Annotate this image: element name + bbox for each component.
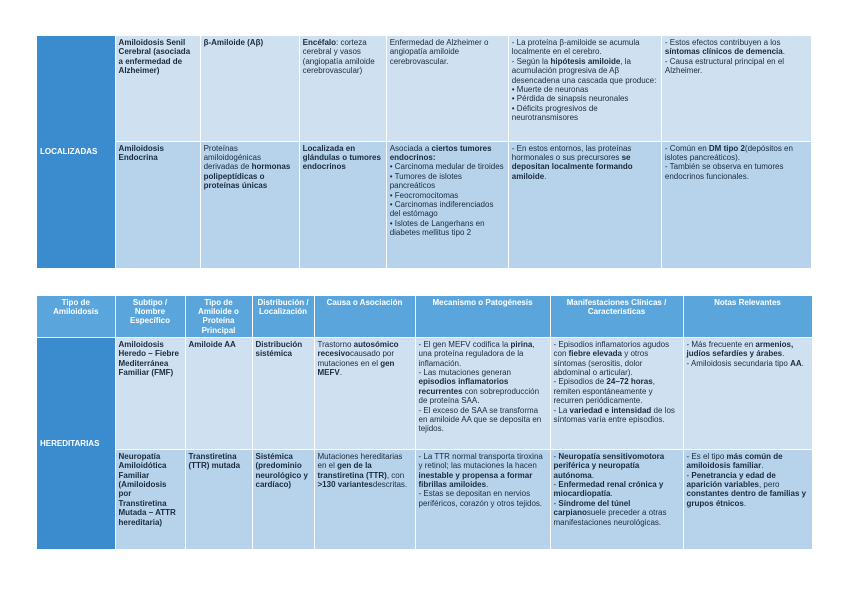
header-subtype: Subtipo / Nombre Específico xyxy=(115,296,185,337)
header-type: Tipo de Amiloidosis xyxy=(37,296,115,337)
mechanism-cell: - La TTR normal transporta tiroxina y retinol; las mutaciones la hacen inestable y propensa a formar fibrillas amiloides. - Estas se depositan en nervios periféricos, corazón y otros tejidos. xyxy=(415,449,550,549)
category-cell: HEREDITARIAS xyxy=(37,337,115,549)
distribution-cell: Encéfalo: corteza cerebral y vasos (angiopatía amiloide cerebrovascular) xyxy=(299,36,386,141)
distribution-cell: Sistémica (predominio neurológico y cardíaco) xyxy=(252,449,314,549)
table-row xyxy=(37,449,812,549)
category-cell: LOCALIZADAS xyxy=(37,36,115,268)
cause-cell: Trastorno autosómico recesivocausado por mutaciones en el gen MEFV. xyxy=(314,337,415,449)
amyloid-type-cell: Proteínas amiloidogénicas derivadas de hormonas polipeptídicas o proteínas únicas xyxy=(200,141,299,268)
list-item: • Feocromocitomas xyxy=(389,190,459,200)
table-row xyxy=(37,337,812,449)
subtype-cell: Amiloidosis Endocrina xyxy=(115,141,200,268)
list-item: • Tumores de islotes pancreáticos xyxy=(389,171,462,191)
header-cause: Causa o Asociación xyxy=(314,296,415,337)
localized-amyloidosis-table xyxy=(37,36,812,269)
list-item: • Carcinomas indiferenciados del estómago xyxy=(389,199,494,219)
subtype-cell: Neuropatía Amiloidótica Familiar (Amiloidosis por Transtiretina Mutada – ATTR hereditaria) xyxy=(115,449,185,549)
list-item: • Déficits progresivos de neurotransmisores xyxy=(511,103,598,123)
notes-cell: - Común en DM tipo 2(depósitos en islotes pancreáticos). - También se observa en tumores endocrinos funcionales. xyxy=(661,141,811,268)
distribution-cell: Localizada en glándulas o tumores endocrinos xyxy=(299,141,386,268)
mechanism-cell: - El gen MEFV codifica la pirina, una proteína reguladora de la inflamación. - Las mutaciones generan episodios inflamatorios recurrentes con sobreproducción de proteína SAA. - El exceso de SAA se transforma en amiloide AA que se deposita en tejidos. xyxy=(415,337,550,449)
amyloid-type-cell: Amiloide AA xyxy=(185,337,252,449)
amyloid-type-cell: β-Amiloide (Aβ) xyxy=(200,36,299,141)
list-item: • Muerte de neuronas xyxy=(511,85,589,95)
list-item: • Islotes de Langerhans en diabetes mellitus tipo 2 xyxy=(389,218,485,238)
list-item: • Pérdida de sinapsis neuronales xyxy=(511,94,629,104)
manifestations-cell: - Episodios inflamatorios agudos con fiebre elevada y otros síntomas (serositis, dolor abdominal o articular). - Episodios de 24–72 horas, remiten espontáneamente y recurren periódicamente. - La variedad e intensidad de los síntomas varía entre episodios. xyxy=(550,337,683,449)
mechanism-list xyxy=(512,85,658,123)
table-header-row xyxy=(37,296,812,337)
header-distribution: Distribución / Localización xyxy=(252,296,314,337)
header-amyloid: Tipo de Amiloide o Proteína Principal xyxy=(185,296,252,337)
mechanism-cell: - La proteína β-amiloide se acumula localmente en el cerebro. - Según la hipótesis amiloide, la acumulación progresiva de Aβ desencadena una cascada que produce: • Muerte de neuronas • Pérdida de sinapsis neuronales • Déficits progresivos de neurotransmisores xyxy=(508,36,661,141)
notes-cell: - Estos efectos contribuyen a los síntomas clínicos de demencia. - Causa estructural principal en el Alzheimer. xyxy=(661,36,811,141)
table-row xyxy=(37,141,812,268)
header-notes: Notas Relevantes xyxy=(683,296,812,337)
subtype-cell: Amiloidosis Heredo – Fiebre Mediterránea Familiar (FMF) xyxy=(115,337,185,449)
amyloid-type-cell: Transtiretina (TTR) mutada xyxy=(185,449,252,549)
cause-cell: Asociada a ciertos tumores endocrinos: • Carcinoma medular de tiroides • Tumores de islotes pancreáticos • Feocromocitomas • Carcinomas indiferenciados del estómago • Islotes de Langerhans en diabetes mellitus tipo 2 xyxy=(386,141,508,268)
list-item: • Carcinoma medular de tiroides xyxy=(389,162,504,172)
cause-list xyxy=(390,162,505,237)
header-manifestations: Manifestaciones Clínicas / Características xyxy=(550,296,683,337)
notes-cell: - Es el tipo más común de amiloidosis familiar. - Penetrancia y edad de aparición variables, pero constantes dentro de familias y grupos étnicos. xyxy=(683,449,812,549)
subtype-cell: Amiloidosis Senil Cerebral (asociada a enfermedad de Alzheimer) xyxy=(115,36,200,141)
header-mechanism: Mecanismo o Patogénesis xyxy=(415,296,550,337)
mechanism-cell: - En estos entornos, las proteínas hormonales o sus precursores se depositan localmente formando amiloide. xyxy=(508,141,661,268)
manifestations-cell: - Neuropatía sensitivomotora periférica y neuropatía autónoma. - Enfermedad renal crónica y miocardiopatía. - Síndrome del túnel carpianosuele preceder a otras manifestaciones neurológicas. xyxy=(550,449,683,549)
hereditary-amyloidosis-table xyxy=(37,296,813,550)
cause-cell: Mutaciones hereditarias en el gen de la transtiretina (TTR), con >130 variantesdescritas. xyxy=(314,449,415,549)
distribution-cell: Distribución sistémica xyxy=(252,337,314,449)
table-row xyxy=(37,36,812,141)
cause-cell: Enfermedad de Alzheimer o angiopatía amiloide cerebrovascular. xyxy=(386,36,508,141)
notes-cell: - Más frecuente en armenios, judíos sefardíes y árabes. - Amiloidosis secundaria tipo AA. xyxy=(683,337,812,449)
